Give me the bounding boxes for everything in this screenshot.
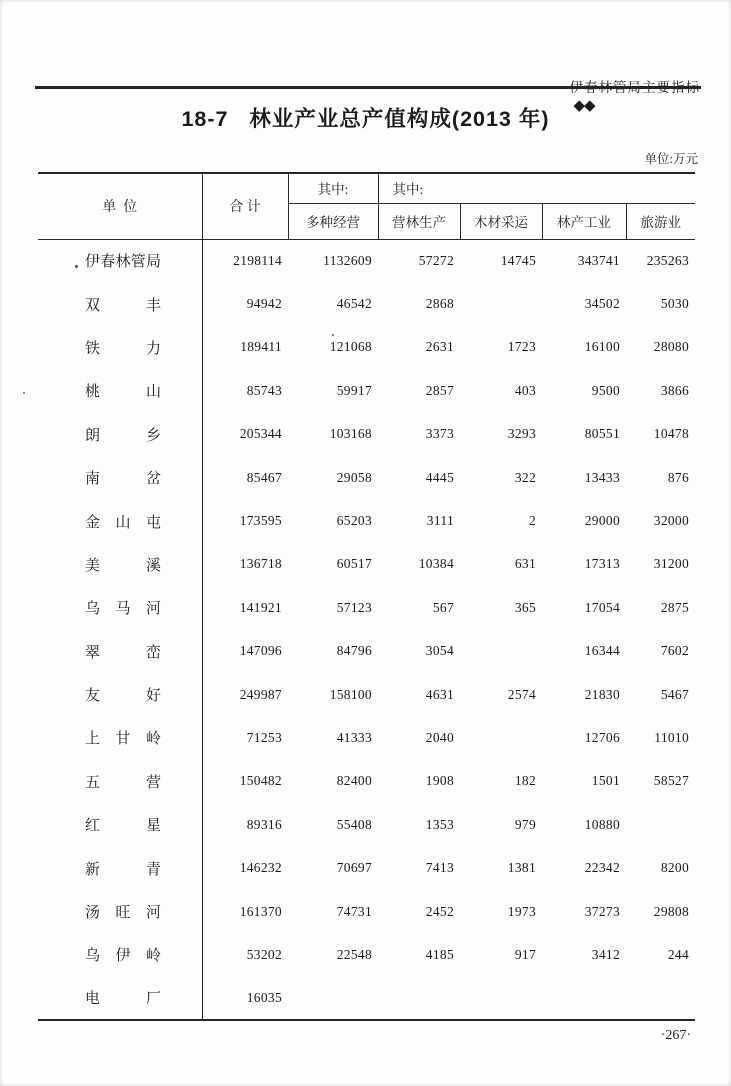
unit-name: 翠峦 [85,644,161,661]
table-header [38,173,695,239]
value-cell: 917 [514,946,536,962]
value-cell: 2040 [425,729,454,745]
unit-name-cell [38,499,202,542]
unit-name: 伊春林管局 [85,254,161,271]
value-cell: 322 [514,469,536,485]
value-cell [626,803,695,846]
value-cell: 244 [667,946,690,962]
value-cell: 80551 [584,426,620,442]
value-cell: 567 [432,599,454,615]
value-cell: 29000 [584,513,620,529]
table-row [38,716,695,759]
value-cell: 82400 [336,773,372,789]
value-cell: 65203 [336,513,372,529]
unit-name-cell [38,716,202,759]
value-cell: 4185 [425,946,454,962]
table-row [38,760,695,803]
value-cell: 22342 [584,860,620,876]
col-header-silviculture: 营林生产 [378,203,460,239]
scan-speck [332,334,334,336]
unit-name: 五营 [85,774,161,791]
value-cell: 16035 [246,989,282,1005]
value-cell: 74731 [336,903,372,919]
value-cell: 21830 [584,686,620,702]
value-cell: 136718 [239,556,282,572]
value-cell: 57123 [336,599,372,615]
value-cell: 9500 [591,382,620,398]
unit-name-cell [38,413,202,456]
unit-name: 乌马河 [85,601,161,618]
value-cell: 2 [528,513,536,529]
unit-name-cell [38,456,202,499]
header-row-top [38,173,695,203]
value-cell: 3373 [425,426,454,442]
value-cell [460,282,542,325]
value-cell: 7602 [660,643,690,659]
table-row [38,239,695,282]
unit-name: 桃山 [85,384,161,401]
unit-name: 乌伊岭 [85,948,161,965]
unit-name: 美溪 [85,557,161,574]
table-row [38,456,695,499]
among-which-label-2: 其中: [378,173,695,203]
value-cell [378,977,460,1020]
unit-name-cell [38,977,202,1020]
unit-name-cell [38,239,202,282]
value-cell: 12706 [584,729,620,745]
value-cell: 1381 [507,860,536,876]
value-cell: 85743 [246,382,282,398]
value-cell: 10478 [653,426,690,442]
page-title: 18-7 林业产业总产值构成(2013 年) [181,107,550,131]
table-row [38,499,695,542]
value-cell: 10384 [418,556,454,572]
table-row [38,890,695,933]
among-which-label-1: 其中: [288,173,378,203]
unit-name: 新青 [85,861,161,878]
table-row [38,803,695,846]
value-cell: 34502 [584,296,620,312]
value-cell: 1723 [507,339,536,355]
table-row [38,630,695,673]
unit-name-cell [38,326,202,369]
table-row [38,326,695,369]
unit-name: 电厂 [85,991,161,1008]
col-header-diversified: 多种经营 [288,203,378,239]
unit-name: 铁力 [85,340,161,357]
unit-name-cell [38,543,202,586]
col-header-tourism: 旅游业 [626,203,695,239]
table-row [38,369,695,412]
value-cell: 1973 [507,903,536,919]
value-cell: 5467 [660,686,690,702]
unit-name: 红星 [85,818,161,835]
value-cell: 14745 [500,252,536,268]
unit-name-cell [38,760,202,803]
unit-name-cell [38,673,202,716]
table-row [38,846,695,889]
value-cell: 1353 [425,816,454,832]
value-cell: 161370 [239,903,282,919]
value-cell: 7413 [425,860,454,876]
value-cell: 28080 [653,339,690,355]
value-cell: 11010 [654,729,690,745]
value-cell: 22548 [336,946,372,962]
value-cell [288,977,378,1020]
unit-name: 上甘岭 [85,731,161,748]
value-cell: 249987 [239,686,282,702]
value-cell: 2875 [660,599,690,615]
value-cell [460,630,542,673]
value-cell: 189411 [240,339,282,355]
value-cell: 3293 [507,426,536,442]
value-cell: 60517 [336,556,372,572]
value-cell: 89316 [246,816,282,832]
col-header-forest-industry: 林产工业 [542,203,626,239]
value-cell: 2857 [425,382,454,398]
value-cell: 1501 [591,773,620,789]
value-cell: 31200 [653,556,690,572]
unit-name-cell [38,369,202,412]
table-row [38,586,695,629]
value-cell: 4445 [425,469,454,485]
value-cell: 876 [667,469,690,485]
value-cell: 141921 [239,599,282,615]
value-cell: 84796 [336,643,372,659]
unit-name-cell [38,630,202,673]
value-cell: 158100 [329,686,372,702]
value-cell: 403 [514,382,536,398]
value-cell: 8200 [660,860,690,876]
value-cell [542,977,626,1020]
value-cell: 147096 [239,643,282,659]
value-cell: 3111 [426,513,454,529]
diamond-icon: ◆◆ [573,98,595,114]
table-row [38,933,695,976]
value-cell: 979 [514,816,536,832]
value-cell: 17054 [584,599,620,615]
table-row [38,977,695,1020]
value-cell: 16344 [584,643,620,659]
table-row [38,543,695,586]
unit-name-cell [38,846,202,889]
header-rule [35,86,701,89]
value-cell: 121068 [329,339,372,355]
col-header-unit: 单 位 [38,173,202,239]
unit-name: 双丰 [85,297,161,314]
value-cell: 53202 [246,946,282,962]
unit-name-cell [38,282,202,325]
value-cell: 46542 [336,296,372,312]
unit-note: 单位:万元 [644,152,698,166]
statistics-table [38,172,695,1021]
value-cell [460,716,542,759]
value-cell: 343741 [577,252,620,268]
table-row [38,413,695,456]
value-cell: 182 [514,773,536,789]
table-row [38,673,695,716]
value-cell: 4631 [425,686,454,702]
value-cell: 3412 [591,946,620,962]
value-cell: 32000 [653,513,690,529]
value-cell [626,977,695,1020]
value-cell: 37273 [584,903,620,919]
unit-name: 友好 [85,688,161,705]
value-cell: 1908 [425,773,454,789]
value-cell: 2631 [425,339,454,355]
value-cell: 173595 [239,513,282,529]
value-cell [460,977,542,1020]
value-cell: 146232 [239,860,282,876]
unit-name: 朗乡 [85,427,161,444]
col-header-timber: 木材采运 [460,203,542,239]
value-cell: 365 [514,599,536,615]
value-cell: 55408 [336,816,372,832]
scan-speck [75,265,78,268]
unit-name: 金山屯 [85,514,161,531]
value-cell: 29058 [336,469,372,485]
value-cell: 235263 [646,252,690,268]
value-cell: 3054 [425,643,454,659]
value-cell: 71253 [246,729,282,745]
value-cell: 150482 [239,773,282,789]
value-cell: 205344 [239,426,282,442]
value-cell: 16100 [584,339,620,355]
unit-name-cell [38,586,202,629]
value-cell: 85467 [246,469,282,485]
scan-speck [23,392,25,394]
value-cell: 13433 [584,469,620,485]
value-cell: 3866 [660,382,690,398]
value-cell: 57272 [418,252,454,268]
value-cell: 70697 [336,860,372,876]
value-cell: 58527 [653,773,690,789]
value-cell: 2868 [425,296,454,312]
value-cell: 2452 [425,903,454,919]
value-cell: 59917 [336,382,372,398]
value-cell: 29808 [653,903,690,919]
col-header-total: 合 计 [202,173,288,239]
value-cell: 2574 [507,686,536,702]
value-cell: 41333 [336,729,372,745]
unit-name-cell [38,933,202,976]
unit-name: 南岔 [85,471,161,488]
unit-name-cell [38,803,202,846]
value-cell: 1132609 [323,252,372,268]
value-cell: 94942 [246,296,282,312]
value-cell: 10880 [584,816,620,832]
value-cell: 17313 [584,556,620,572]
value-cell: 5030 [660,296,690,312]
table-body [38,239,695,1020]
value-cell: 103168 [329,426,372,442]
table-row [38,282,695,325]
page-number: ·267· [660,1028,691,1043]
value-cell: 631 [514,556,536,572]
unit-name: 汤旺河 [85,905,161,922]
unit-name-cell [38,890,202,933]
value-cell: 2198114 [233,252,282,268]
